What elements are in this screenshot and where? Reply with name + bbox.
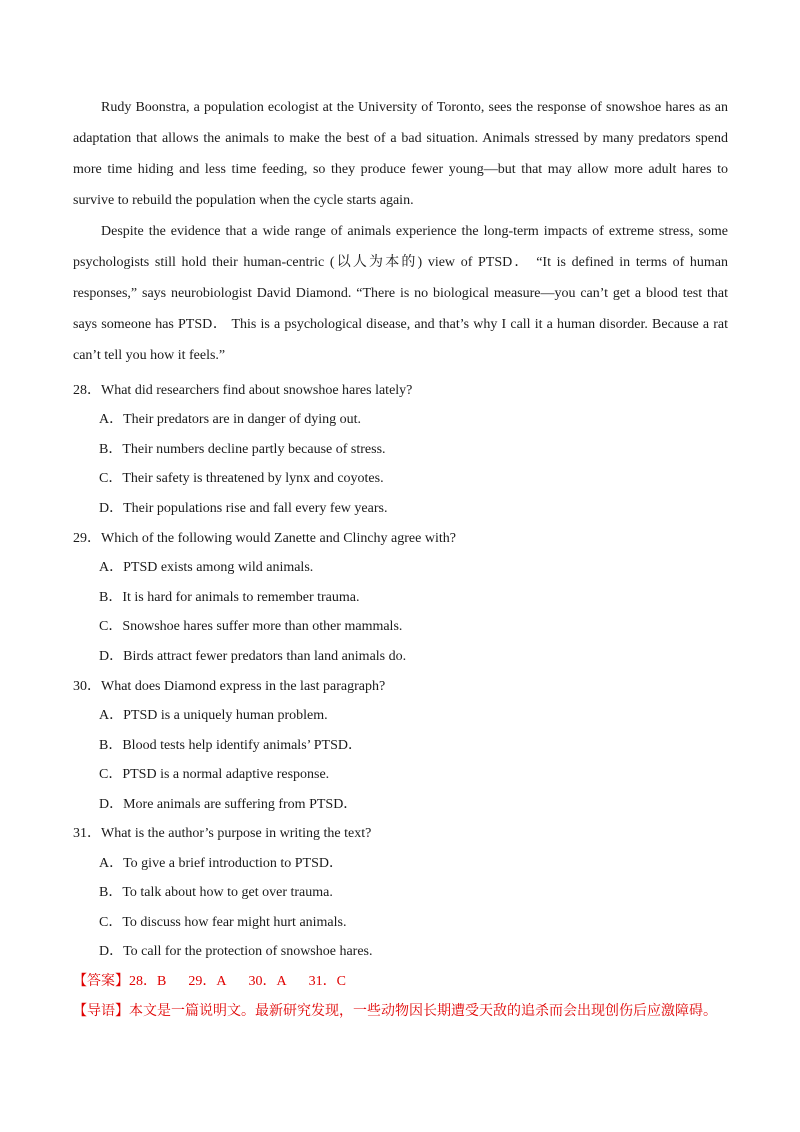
passage-paragraph-2: Despite the evidence that a wide range of animals experience the long-term impacts of extreme stress, some psychologists still hold their human-centric (以人为本的) view of PTSD． “It is defined in terms of human responses,” says neurobiologist David Diamond. “There is no biological measure—you can’t get a blood test that says someone has PTSD． This is a psychological disease, and that’s why I call it a human disorder. Because a rat can’t tell you how it feels.” <box>73 224 728 363</box>
guide-note <box>73 1000 717 1020</box>
passage-paragraph-1: Rudy Boonstra, a population ecologist at the University of Toronto, sees the response of snowshoe hares as an adaptation that allows the animals to make the best of a bad situation. Animals stressed by many predators spend more time hiding and less time feeding, so they produce fewer young—but that may allow more adult hares to survive to rebuild the population when the cycle starts again. <box>73 100 728 208</box>
question-31-option-b: B．To talk about how to get over trauma. <box>99 885 333 900</box>
question-28-option-d: D．Their populations rise and fall every few years. <box>99 501 388 516</box>
question-29-option-d: D．Birds attract fewer predators than land animals do. <box>99 649 407 664</box>
answer-item-31: 31．C <box>308 974 346 989</box>
question-30-option-b: B．Blood tests help identify animals’ PTSD． <box>99 738 363 753</box>
question-30-stem: 30．What does Diamond express in the last paragraph? <box>73 679 386 694</box>
guide-text: 本文是一篇说明文。最新研究发现，一些动物因长期遭受天敌的追杀而会出现创伤后应激障碍。 <box>129 1004 717 1019</box>
question-29-option-b: B．It is hard for animals to remember trauma. <box>99 590 360 605</box>
answer-key <box>73 970 346 990</box>
question-31-option-c: C．To discuss how fear might hurt animals. <box>99 915 347 930</box>
question-31-stem: 31．What is the author’s purpose in writing the text? <box>73 826 372 841</box>
guide-label: 【导语】 <box>73 1004 129 1019</box>
answer-item-28: 28．B <box>129 974 167 989</box>
question-30-option-c: C．PTSD is a normal adaptive response. <box>99 767 330 782</box>
question-31-option-a: A．To give a brief introduction to PTSD． <box>99 856 343 871</box>
question-28-option-a: A．Their predators are in danger of dying out. <box>99 412 362 427</box>
question-28-option-b: B．Their numbers decline partly because of stress. <box>99 442 386 457</box>
question-30-option-d: D．More animals are suffering from PTSD． <box>99 797 358 812</box>
question-29-option-c: C．Snowshoe hares suffer more than other mammals. <box>99 619 403 634</box>
answer-item-29: 29．A <box>188 974 227 989</box>
answer-label: 【答案】 <box>73 974 129 989</box>
question-29-option-a: A．PTSD exists among wild animals. <box>99 560 314 575</box>
question-30-option-a: A．PTSD is a uniquely human problem. <box>99 708 328 723</box>
question-28-stem: 28．What did researchers find about snowshoe hares lately? <box>73 383 413 398</box>
answer-item-30: 30．A <box>248 974 287 989</box>
question-29-stem: 29．Which of the following would Zanette and Clinchy agree with? <box>73 531 456 546</box>
question-28-option-c: C．Their safety is threatened by lynx and coyotes. <box>99 471 384 486</box>
question-31-option-d: D．To call for the protection of snowshoe hares. <box>99 944 373 959</box>
